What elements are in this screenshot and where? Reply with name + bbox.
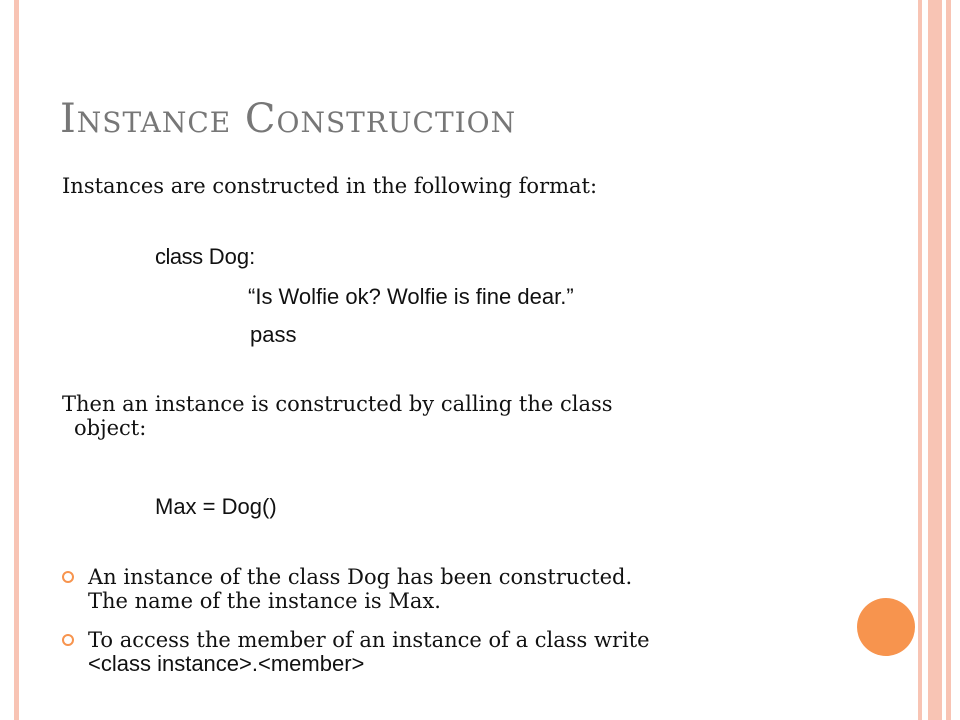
right-frame-stripe: [918, 0, 922, 720]
then-text-line1: Then an instance is constructed by calling the class: [62, 392, 613, 416]
instantiation-code: Max = Dog(): [155, 494, 277, 519]
slide-title: Instance Construction: [60, 96, 517, 142]
right-frame-stripe: [928, 0, 942, 720]
code-pass-line: pass: [250, 322, 297, 347]
then-text-line2: object:: [74, 416, 147, 440]
code-keyword: class: [155, 244, 203, 269]
intro-text: Instances are constructed in the following format:: [62, 174, 598, 198]
bullet-line1: To access the member of an instance of a class write: [88, 628, 650, 652]
then-text: [62, 392, 822, 440]
accent-circle: [857, 598, 915, 656]
bullet-line1: An instance of the class Dog has been constructed.: [88, 565, 633, 589]
bullet-circle-icon: [62, 634, 74, 646]
code-class-line: [155, 244, 255, 270]
code-class-name: Dog:: [202, 244, 256, 269]
bullet-line2: <class instance>.<member>: [88, 651, 365, 676]
bullet-circle-icon: [62, 571, 74, 583]
right-frame-stripe: [946, 0, 951, 720]
left-frame-stripe: [14, 0, 19, 720]
code-docstring-line: “Is Wolfie ok? Wolfie is fine dear.”: [248, 284, 574, 309]
list-item: [62, 565, 852, 613]
bullet-line2: The name of the instance is Max.: [88, 589, 441, 613]
list-item: [62, 628, 852, 676]
